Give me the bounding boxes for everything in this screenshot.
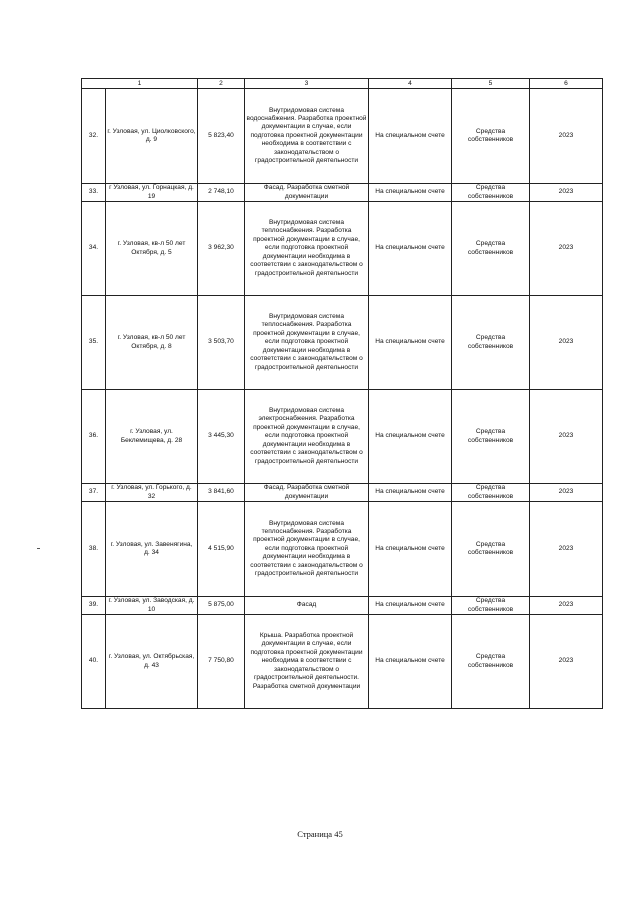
table-row (82, 184, 603, 202)
row-work: Внутридомовая система теплоснабжения. Разработка проектной документации в случае, если подготовка проектной документации необходима в соответствии с законодательством о градостроительной деятельности (245, 296, 369, 390)
row-source: Средства собственников (452, 184, 530, 202)
table-row (82, 502, 603, 597)
row-number: 36. (82, 390, 106, 484)
table-row (82, 296, 603, 390)
row-amount: 3 445,30 (198, 390, 245, 484)
row-address: г. Узловая, ул. Завенягина, д. 34 (106, 502, 198, 597)
stray-mark (37, 548, 40, 549)
row-source: Средства собственников (452, 296, 530, 390)
row-work: Внутридомовая система водоснабжения. Разработка проектной документации в случае, если подготовка проектной документации необходима в соответствии с законодательством о градостроительной деятельности (245, 89, 369, 184)
row-address: г. Узловая, ул. Беклемищева, д. 28 (106, 390, 198, 484)
row-work: Фасад. Разработка сметной документации (245, 484, 369, 502)
row-number: 34. (82, 202, 106, 296)
row-account: На специальном счете (369, 597, 452, 615)
row-number: 35. (82, 296, 106, 390)
header-cell-1: 1 (82, 79, 198, 89)
row-work: Крыша. Разработка проектной документации в случае, если подготовка проектной документации необходима в соответствии с законодательством о градостроительной деятельности. Разработка сметной документации (245, 615, 369, 709)
row-year: 2023 (530, 89, 603, 184)
table-row (82, 615, 603, 709)
table-row (82, 597, 603, 615)
row-number: 33. (82, 184, 106, 202)
row-amount: 5 875,00 (198, 597, 245, 615)
row-source: Средства собственников (452, 390, 530, 484)
row-amount: 5 823,40 (198, 89, 245, 184)
header-row (82, 79, 603, 89)
row-year: 2023 (530, 184, 603, 202)
row-address: г. Узловая, кв-л 50 лет Октября, д. 8 (106, 296, 198, 390)
row-address: г. Узловая, ул. Горького, д. 32 (106, 484, 198, 502)
row-account: На специальном счете (369, 502, 452, 597)
row-source: Средства собственников (452, 484, 530, 502)
row-account: На специальном счете (369, 202, 452, 296)
row-number: 40. (82, 615, 106, 709)
header-cell-3: 3 (245, 79, 369, 89)
row-source: Средства собственников (452, 615, 530, 709)
row-number: 38. (82, 502, 106, 597)
row-year: 2023 (530, 296, 603, 390)
page-number: Страница 45 (297, 829, 343, 839)
row-account: На специальном счете (369, 390, 452, 484)
row-amount: 4 515,90 (198, 502, 245, 597)
row-year: 2023 (530, 597, 603, 615)
row-work: Фасад. Разработка сметной документации (245, 184, 369, 202)
row-account: На специальном счете (369, 184, 452, 202)
row-source: Средства собственников (452, 89, 530, 184)
row-work: Внутридомовая система теплоснабжения. Разработка проектной документации в случае, если подготовка проектной документации необходима в соответствии с законодательством о градостроительной деятельности (245, 202, 369, 296)
row-account: На специальном счете (369, 89, 452, 184)
row-number: 39. (82, 597, 106, 615)
row-amount: 3 503,70 (198, 296, 245, 390)
row-account: На специальном счете (369, 615, 452, 709)
row-amount: 3 841,60 (198, 484, 245, 502)
row-source: Средства собственников (452, 502, 530, 597)
row-number: 37. (82, 484, 106, 502)
row-year: 2023 (530, 390, 603, 484)
table-row (82, 390, 603, 484)
row-address: г. Узловая, кв-л 50 лет Октября, д. 5 (106, 202, 198, 296)
table-row (82, 89, 603, 184)
table-row (82, 484, 603, 502)
row-address: г Узловая, ул. Горнацкая, д. 19 (106, 184, 198, 202)
header-cell-6: 6 (530, 79, 603, 89)
table-row (82, 202, 603, 296)
row-work: Внутридомовая система электроснабжения. Разработка проектной документации в случае, если подготовка проектной документации необходима в соответствии с законодательством о градостроительной деятельности (245, 390, 369, 484)
header-cell-5: 5 (452, 79, 530, 89)
row-amount: 7 750,80 (198, 615, 245, 709)
works-table (81, 78, 603, 709)
row-source: Средства собственников (452, 202, 530, 296)
row-year: 2023 (530, 202, 603, 296)
row-address: г. Узловая, ул. Октябрьская, д. 43 (106, 615, 198, 709)
row-work: Фасад (245, 597, 369, 615)
row-number: 32. (82, 89, 106, 184)
row-amount: 3 962,30 (198, 202, 245, 296)
row-address: г. Узловая, ул. Заводская, д. 10 (106, 597, 198, 615)
row-year: 2023 (530, 615, 603, 709)
row-year: 2023 (530, 484, 603, 502)
row-year: 2023 (530, 502, 603, 597)
row-account: На специальном счете (369, 484, 452, 502)
row-address: г. Узловая, ул. Циолковского, д. 9 (106, 89, 198, 184)
row-source: Средства собственников (452, 597, 530, 615)
header-cell-4: 4 (369, 79, 452, 89)
header-cell-2: 2 (198, 79, 245, 89)
row-work: Внутридомовая система теплоснабжения. Разработка проектной документации в случае, если подготовка проектной документации необходима в соответствии с законодательством о градостроительной деятельности (245, 502, 369, 597)
row-account: На специальном счете (369, 296, 452, 390)
row-amount: 2 748,10 (198, 184, 245, 202)
